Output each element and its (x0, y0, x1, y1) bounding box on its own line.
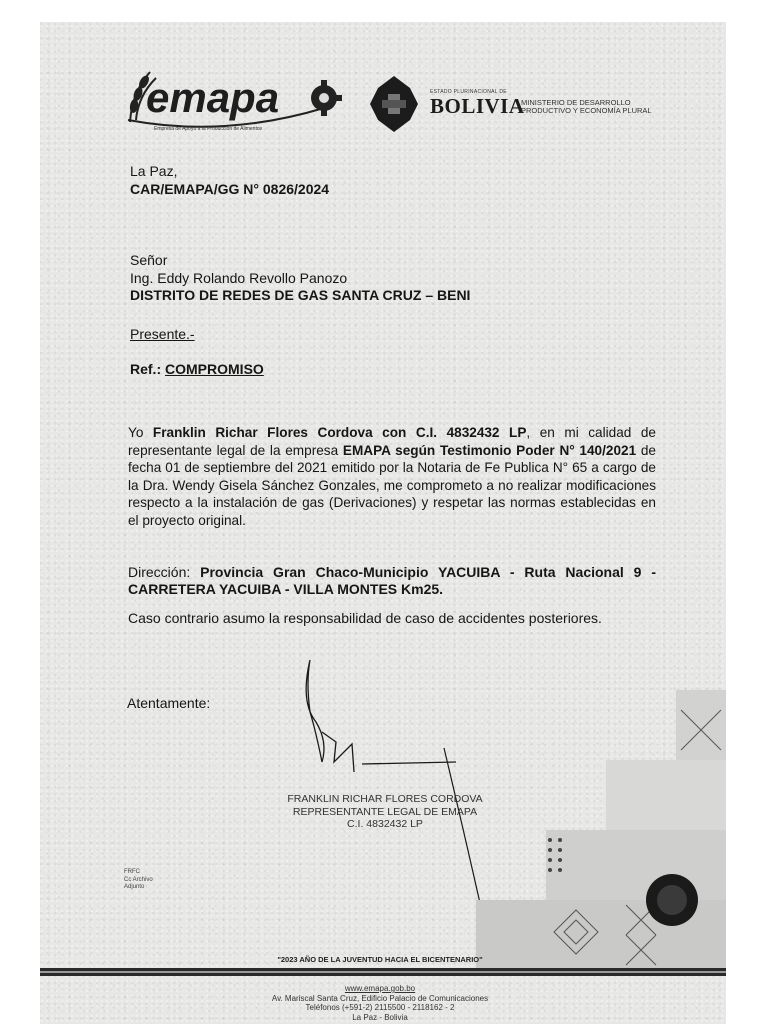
place-label: La Paz, (130, 163, 178, 179)
presente-label: Presente.- (130, 326, 195, 342)
recipient-organization: DISTRITO DE REDES DE GAS SANTA CRUZ – BENI (130, 287, 471, 303)
emapa-logo (124, 62, 344, 142)
address-paragraph: Dirección: Provincia Gran Chaco-Municipio YACUIBA - Ruta Nacional 9 - CARRETERA YACUIBA - VILLA MONTES Km25. (128, 564, 656, 597)
decorative-pattern (476, 690, 726, 976)
footer-contact (200, 984, 560, 1022)
footer-address: Av. Mariscal Santa Cruz, Edificio Palacio de Comunicaciones (271, 993, 489, 1003)
signer-identity: Franklin Richar Flores Cordova con C.I. 4832432 LP (152, 425, 527, 440)
reference-line (130, 361, 264, 378)
address-value: Provincia Gran Chaco-Municipio YACUIBA - Ruta Nacional 9 - CARRETERA YACUIBA - VILLA MONTES Km25. (128, 564, 656, 597)
footer-slogan: "2023 AÑO DE LA JUVENTUD HACIA EL BICENTENARIO" (277, 955, 483, 964)
salutation: Señor (130, 252, 168, 268)
country-name: BOLIVIA (430, 94, 525, 118)
reference-code: CAR/EMAPA/GG N° 0826/2024 (130, 181, 330, 197)
footer-divider (40, 968, 726, 976)
estado-label: ESTADO PLURINACIONAL DE (430, 89, 507, 95)
footer-city: La Paz - Bolivia (352, 1012, 408, 1022)
copies-note: FRFC Cc Archivo Adjunto (124, 869, 153, 890)
reference-subject: COMPROMISO (165, 361, 264, 377)
footer-website: www.emapa.gob.bo (344, 984, 416, 993)
signer-title: REPRESENTANTE LEGAL DE EMAPA (292, 805, 478, 818)
signer-ci: C.I. 4832432 LP (347, 818, 423, 830)
recipient-name: Ing. Eddy Rolando Revollo Panozo (130, 270, 348, 286)
bolivia-emblem-icon (368, 74, 420, 134)
signer-name: FRANKLIN RICHAR FLORES CORDOVA (287, 793, 483, 805)
ministry-label: MINISTERIO DE DESARROLLO PRODUCTIVO Y ECONOMÍA PLURAL (521, 98, 652, 115)
contrary-clause: Caso contrario asumo la responsabilidad de caso de accidentes posteriores. (128, 610, 602, 626)
signature-scribble (296, 652, 496, 932)
body-paragraph: Yo Franklin Richar Flores Cordova con C.I. 4832432 LP, en mi calidad de representante legal de la empresa EMAPA según Testimonio Poder N° 140/2021 de fecha 01 de septiembre del 2021 emitido por la Notaria de Fe Publica N° 65 a cargo de la Dra. Wendy Gisela Sánchez Gonzales, me comprometo a no realizar modificaciones respecto a la instalación de gas (Derivaciones) y respetar las normas establecidas en el proyecto original. (128, 425, 656, 528)
brand-wordmark: emapa (146, 74, 280, 121)
brand-tagline: Empresa de Apoyo a la Producción de Alimentos (154, 126, 263, 132)
closing: Atentamente: (127, 695, 211, 711)
footer-phones: Teléfonos (+591-2) 2115500 - 2118162 - 2 (305, 1003, 455, 1012)
reference-label: Ref.: (130, 361, 162, 377)
power-of-attorney: EMAPA según Testimonio Poder N° 140/2021 (342, 442, 637, 458)
